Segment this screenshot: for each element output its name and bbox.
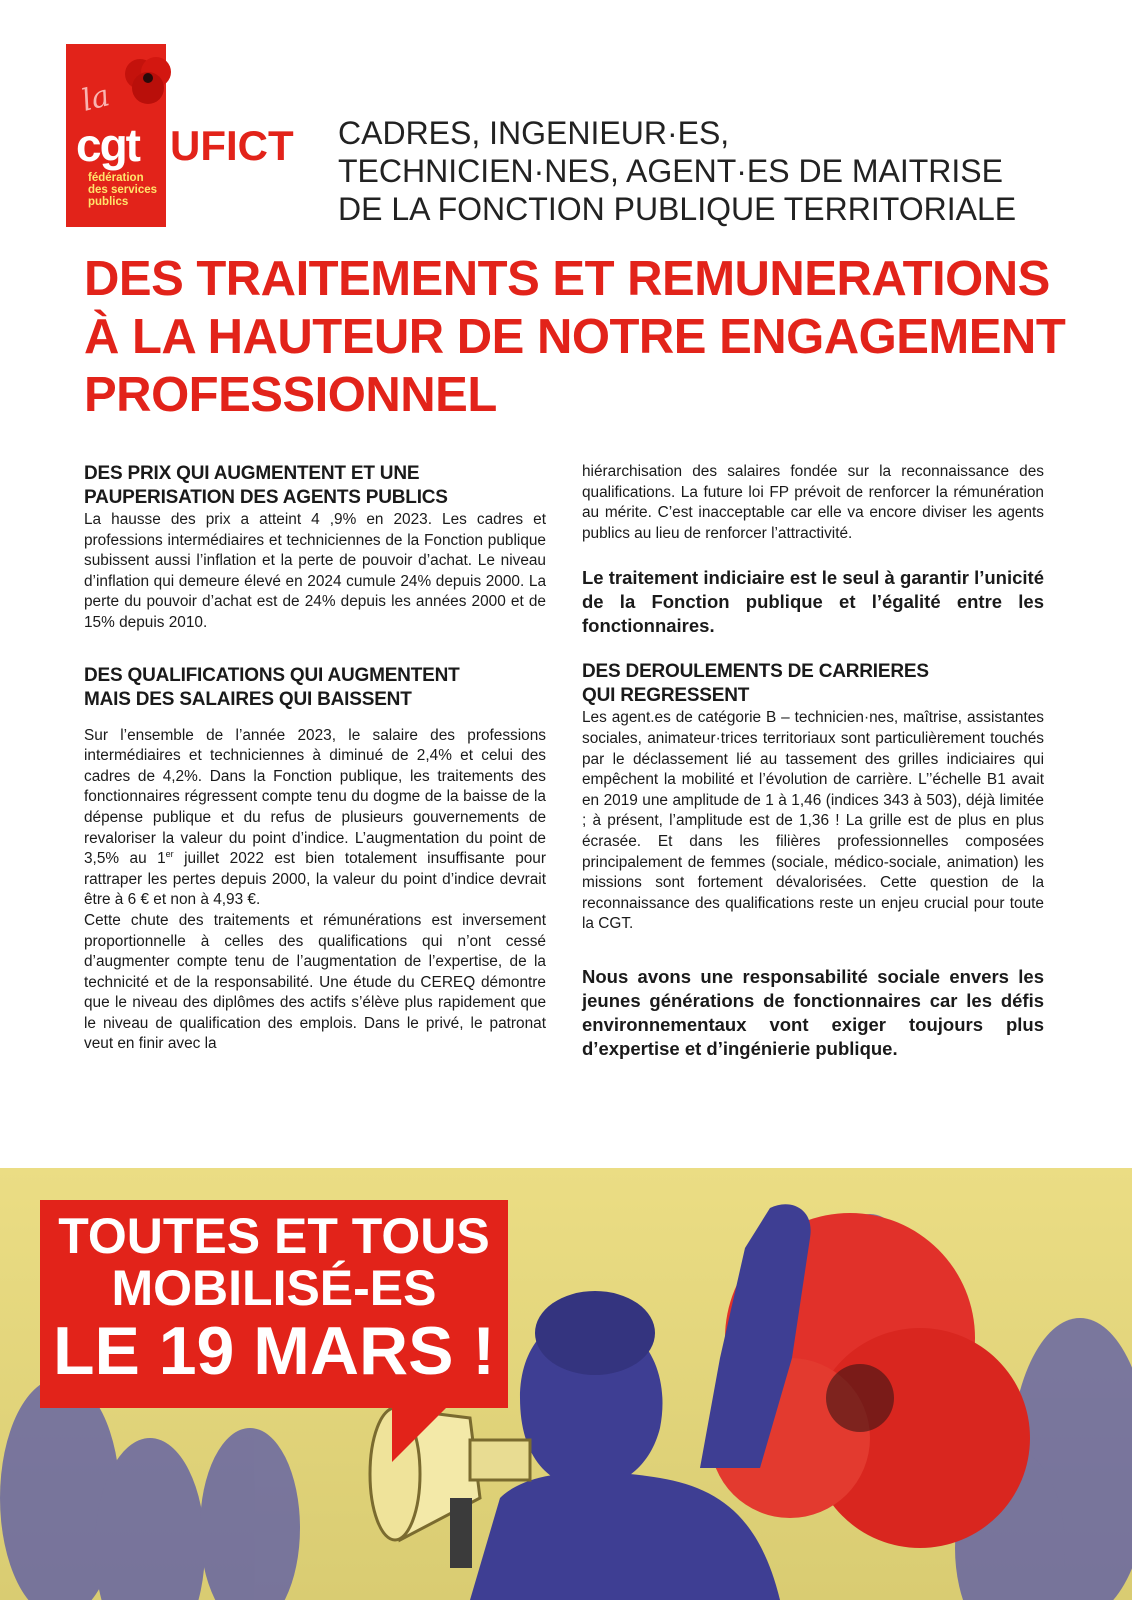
right-column xyxy=(582,462,1044,1061)
section-body-qualifications: Sur l’ensemble de l’année 2023, le salaire des professions intermédiaires et techniciennes à diminué de 2,4% et celui des cadres de 4,2%. Dans la Fonction publique, les traitements des fonctionnaires régressent compte tenu du dogme de la baisse de la dépense publique et du refus de plusieurs gouvernements de revaloriser la valeur du point d’indice. L’augmentation du point de 3,5% au 1er juillet 2022 est bien totalement insuffisante pour rattraper les pertes depuis 2000, la valeur du point d’indice devrait être à 6 € et non à 4,93 €. xyxy=(84,726,546,909)
logo-ufict: UFICT xyxy=(170,122,294,169)
section-heading-qualifications: DES QUALIFICATIONS QUI AUGMENTENT MAIS DES SALAIRES QUI BAISSENT xyxy=(84,664,460,710)
org-title: CADRES, INGENIEUR·ES, TECHNICIEN·NES, AGENT·ES DE MAITRISE DE LA FONCTION PUBLIQUE TERRITORIALE xyxy=(338,115,1017,227)
logo-federation: fédération des services publics xyxy=(88,172,158,208)
logo-cgt: cgt xyxy=(76,119,139,171)
poppy-icon xyxy=(120,52,176,108)
emphasis-statement-2: Nous avons une responsabilité sociale envers les jeunes générations de fonctionnaires car les défis environnementaux vont exiger toujours plus d’expertise et d’ingénierie publique. xyxy=(582,965,1044,1059)
left-column xyxy=(84,462,546,1055)
page-headline: DES TRAITEMENTS ET REMUNERATIONS À LA HAUTEUR DE NOTRE ENGAGEMENT PROFESSIONNEL xyxy=(84,252,1066,422)
continuation-text: hiérarchisation des salaires fondée sur la reconnaissance des qualifications. La future loi FP prévoit de renforcer la rémunération au mérite. C’est inacceptable car elle va encore diviser les agents publics au lieu de renforcer l’attractivité. xyxy=(582,463,1044,542)
section-heading-prices: DES PRIX QUI AUGMENTENT ET UNE PAUPERISATION DES AGENTS PUBLICS xyxy=(84,463,448,508)
section-body-prices: La hausse des prix a atteint 4 ,9% en 2023. Les cadres et professions intermédiaires et techniciennes de la Fonction publique subissent aussi l’inflation et la perte de pouvoir d’achat. Le niveau d’inflation qui demeure élevé en 2024 cumule 24% depuis 2000. La perte du pouvoir d’achat est de 24% depuis les années 2000 et de 15% depuis 2010. xyxy=(84,511,546,631)
section-body-careers: Les agent.es de catégorie B – technicien·nes, maîtrise, assistantes sociales, animateur·trices territoriaux sont particulièrement touchés par le déclassement lié au tassement des grilles indiciaires qui empêchent la mobilité et l’évolution de carrière. L’’échelle B1 avait en 2019 une amplitude de 1 à 1,46 (indices 343 à 503), déjà limitée ; à présent, l’amplitude est de 1,36 ! La grille est de plus en plus écrasée. Et dans les filières professionnelles composées principalement de femmes (sociale, médico-sociale, animation) les missions sont fortement dévalorisées. Cette question de la reconnaissance des qualifications reste un enjeu crucial pour toute la CGT. xyxy=(582,709,1044,933)
section-heading-careers: DES DEROULEMENTS DE CARRIERES QUI REGRESSENT xyxy=(582,661,929,707)
logo-la: la xyxy=(78,78,114,119)
speech-bubble-tail xyxy=(392,1406,448,1462)
cgt-logo xyxy=(66,44,166,227)
section-body-qualifications-cont: Cette chute des traitements et rémunérations est inversement proportionnelle à celles des qualifications qui n’ont cessé d’augmenter compte tenu de l’augmentation de l’expertise, de la technicité et de la responsabilité. Une étude du CEREQ démontre que le niveau des diplômes des actifs s’élève plus rapidement que le niveau de qualification des emplois. Dans le privé, le patronat veut en finir avec la xyxy=(84,911,546,1053)
emphasis-statement-1: Le traitement indiciaire est le seul à garantir l’unicité de la Fonction publique et l’égalité entre les fonctionnaires. xyxy=(582,567,1044,637)
slogan-box: TOUTES ET TOUS MOBILISÉ-ES LE 19 MARS ! xyxy=(40,1200,508,1408)
